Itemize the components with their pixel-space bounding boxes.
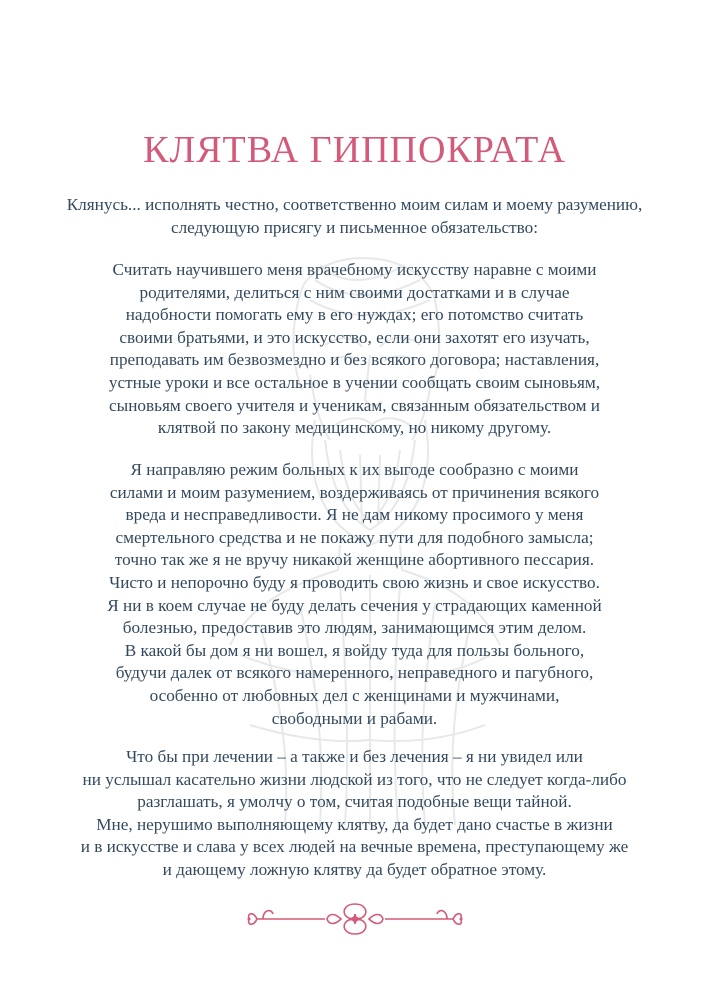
oath-paragraph-3 <box>40 746 669 882</box>
text-line: и дающему ложную клятву да будет обратное этому. <box>162 859 547 879</box>
text-line: и в искусстве и слава у всех людей на вечные времена, преступающему же <box>80 837 629 857</box>
text-line: Клянусь... исполнять честно, соответственно моим силам и моему разумению, <box>66 195 643 214</box>
text-line: силами и моим разумением, воздерживаясь от причинения всякого <box>109 482 600 502</box>
text-line: следующую присягу и письменное обязательство: <box>170 217 539 237</box>
text-line: Я ни в коем случае не буду делать сечения у страдающих каменной <box>107 595 602 615</box>
text-line: Чисто и непорочно буду я проводить свою жизнь и свое искусство. <box>109 572 600 592</box>
text-line: свободными и рабами. <box>271 708 438 728</box>
text-line: Что бы при лечении – а также и без лечения – я ни увидел или <box>126 747 583 766</box>
text-line: вреда и несправедливости. Я не дам никому просимого у меня <box>125 505 584 525</box>
text-line: Мне, нерушимо выполняющему клятву, да будет дано счастье в жизни <box>96 814 613 834</box>
text-line: смертельного средства и не покажу пути для подобного замысла; <box>115 527 594 547</box>
text-line: ни услышал касательно жизни людской из того, что не следует когда-либо <box>82 769 627 789</box>
text-line: устные уроки и все остальное в учении сообщать своим сыновьям, <box>108 372 601 392</box>
text-line: В какой бы дом я ни вошел, я войду туда для пользы больного, <box>124 640 585 660</box>
oath-paragraph-2 <box>40 459 669 730</box>
intro-paragraph <box>40 194 669 239</box>
text-line: своими братьями, и это искусство, если они захотят его изучать, <box>119 327 590 347</box>
text-line: Считать научившего меня врачебному искусству наравне с моими <box>112 260 597 279</box>
text-line: Я направляю режим больных к их выгоде сообразно с моими <box>130 460 579 479</box>
text-line: точно так же я не вручу никакой женщине абортивного пессария. <box>114 550 595 570</box>
text-line: особенно от любовных дел с женщинами и мужчинами, <box>149 685 560 705</box>
text-line: сыновьям своего учителя и ученикам, связанным обязательством и <box>109 395 600 415</box>
text-line: клятвой по закону медицинскому, но никому другому. <box>157 418 552 438</box>
text-line: надобности помогать ему в его нуждах; его потомство считать <box>125 305 584 325</box>
text-line: преподавать им безвозмездно и без всякого договора; наставления, <box>109 350 600 370</box>
page-title: КЛЯТВА ГИППОКРАТА <box>143 129 566 171</box>
text-line: болезнью, предоставив это людям, занимающимся этим делом. <box>122 618 587 638</box>
text-line: родителями, делиться с ним своими достатками и в случае <box>139 282 570 302</box>
text-line: разглашать, я умолчу о том, считая подобные вещи тайной. <box>137 792 572 812</box>
text-line: будучи далек от всякого намеренного, неправедного и пагубного, <box>115 663 594 683</box>
floral-ornament-icon <box>245 898 465 940</box>
oath-paragraph-1 <box>40 259 669 440</box>
